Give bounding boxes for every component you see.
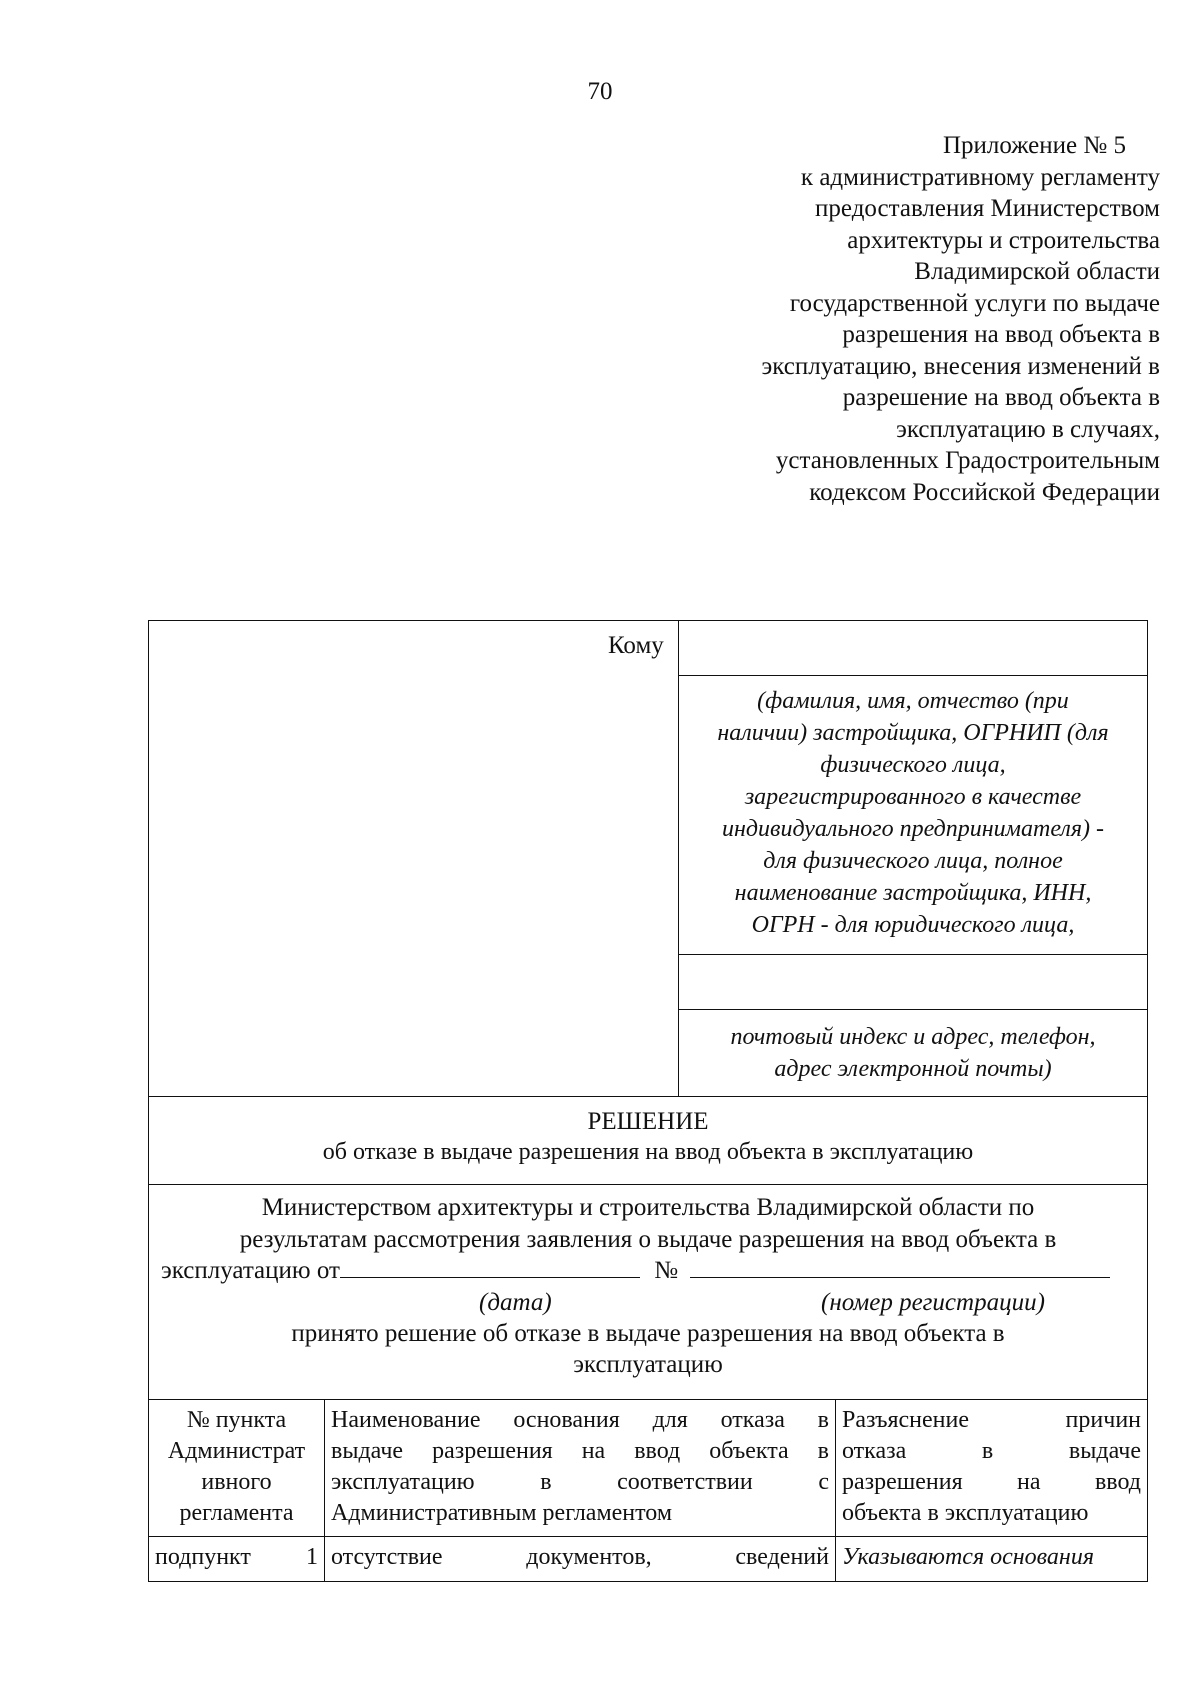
appendix-line: разрешение на ввод объекта в: [842, 384, 1160, 411]
decision-title: РЕШЕНИЕ: [587, 1108, 709, 1135]
cell-text: подпункт: [155, 1544, 251, 1570]
cell-text: Указываются основания: [842, 1544, 1094, 1570]
body-line: Министерством архитектуры и строительства Владимирской области по: [261, 1194, 1035, 1221]
cell-text: сведений: [735, 1544, 829, 1570]
field-hints: [161, 1287, 1135, 1318]
appendix-line: установленных Градостроительным: [775, 447, 1160, 474]
recipient-label: Кому: [608, 632, 664, 659]
appendix-line: к административному регламенту: [800, 163, 1160, 191]
table-row-1-col-2: [324, 1536, 836, 1582]
hint-line: для физического лица, полное: [763, 848, 1063, 874]
registration-number-field[interactable]: [690, 1255, 1110, 1278]
header-line: разрешения на ввод: [842, 1469, 1141, 1495]
hint-line: (фамилия, имя, отчество (при: [757, 688, 1069, 714]
appendix-line: архитектуры и строительства: [847, 226, 1160, 254]
decision-header: [148, 1096, 1148, 1185]
header-line: № пункта: [186, 1407, 287, 1433]
appendix-line: предоставления Министерством: [815, 195, 1160, 222]
recipient-name-field[interactable]: [678, 620, 1148, 676]
appendix-line: Приложение № 5: [942, 132, 1126, 159]
header-line: отказа в выдаче: [842, 1438, 1141, 1464]
header-line: Администрат: [167, 1438, 306, 1464]
hint-line: физического лица,: [820, 752, 1006, 778]
page-number: 70: [587, 78, 613, 105]
recipient-name-hint: [678, 675, 1148, 955]
hint-line: ОГРН - для юридического лица,: [751, 912, 1075, 938]
header-line: объекта в эксплуатацию: [842, 1500, 1089, 1526]
registration-hint: (номер регистрации): [821, 1288, 1045, 1316]
table-header-cell-2: [324, 1399, 836, 1537]
body-line: результатам рассмотрения заявления о выдаче разрешения на ввод объекта в: [239, 1225, 1057, 1253]
decision-subtitle: об отказе в выдаче разрешения на ввод объекта в эксплуатацию: [322, 1139, 974, 1165]
header-line: ивного: [201, 1469, 272, 1495]
hint-line: наличии) застройщика, ОГРНИП (для: [717, 720, 1109, 746]
header-line: Разъяснение причин: [842, 1407, 1141, 1433]
body-line: принято решение об отказе в выдаче разрешения на ввод объекта в: [291, 1319, 1005, 1347]
appendix-line: Владимирской области: [914, 258, 1160, 285]
recipient-address-hint: [678, 1009, 1148, 1097]
date-hint: (дата): [479, 1288, 552, 1316]
hint-line: адрес электронной почты): [774, 1056, 1052, 1082]
hint-line: наименование застройщика, ИНН,: [734, 880, 1092, 906]
hint-line: почтовый индекс и адрес, телефон,: [730, 1024, 1096, 1050]
cell-text: отсутствие: [331, 1544, 443, 1570]
header-line: выдаче разрешения на ввод объекта в: [331, 1438, 829, 1464]
body-line-3: [161, 1255, 1135, 1287]
table-header-cell-1: [148, 1399, 325, 1537]
table-row-1-col-3: [835, 1536, 1148, 1582]
body-line: эксплуатацию: [573, 1351, 723, 1378]
appendix-block: [600, 130, 1160, 508]
recipient-address-field[interactable]: [678, 954, 1148, 1010]
appendix-line: разрешения на ввод объекта в: [842, 321, 1160, 348]
application-date-field[interactable]: [340, 1255, 640, 1278]
header-line: Наименование основания для отказа в: [331, 1407, 829, 1433]
decision-body: [148, 1184, 1148, 1400]
header-line: регламента: [179, 1500, 294, 1526]
appendix-line: эксплуатацию, внесения изменений в: [761, 352, 1160, 380]
number-sign: №: [654, 1257, 679, 1284]
hint-line: индивидуального предпринимателя) -: [721, 816, 1104, 842]
appendix-line: кодексом Российской Федерации: [809, 478, 1160, 506]
header-line: Административным регламентом: [331, 1500, 673, 1526]
appendix-line: государственной услуги по выдаче: [789, 289, 1160, 317]
table-header-cell-3: [835, 1399, 1148, 1537]
hint-line: зарегистрированного в качестве: [744, 784, 1082, 810]
appendix-line: эксплуатацию в случаях,: [896, 415, 1160, 443]
header-line: эксплуатацию в соответствии с: [331, 1469, 829, 1495]
table-row-1-col-1: [148, 1536, 325, 1582]
cell-text: документов,: [526, 1544, 652, 1570]
cell-text: 1: [306, 1544, 318, 1570]
body-line-prefix: эксплуатацию от: [161, 1257, 340, 1284]
